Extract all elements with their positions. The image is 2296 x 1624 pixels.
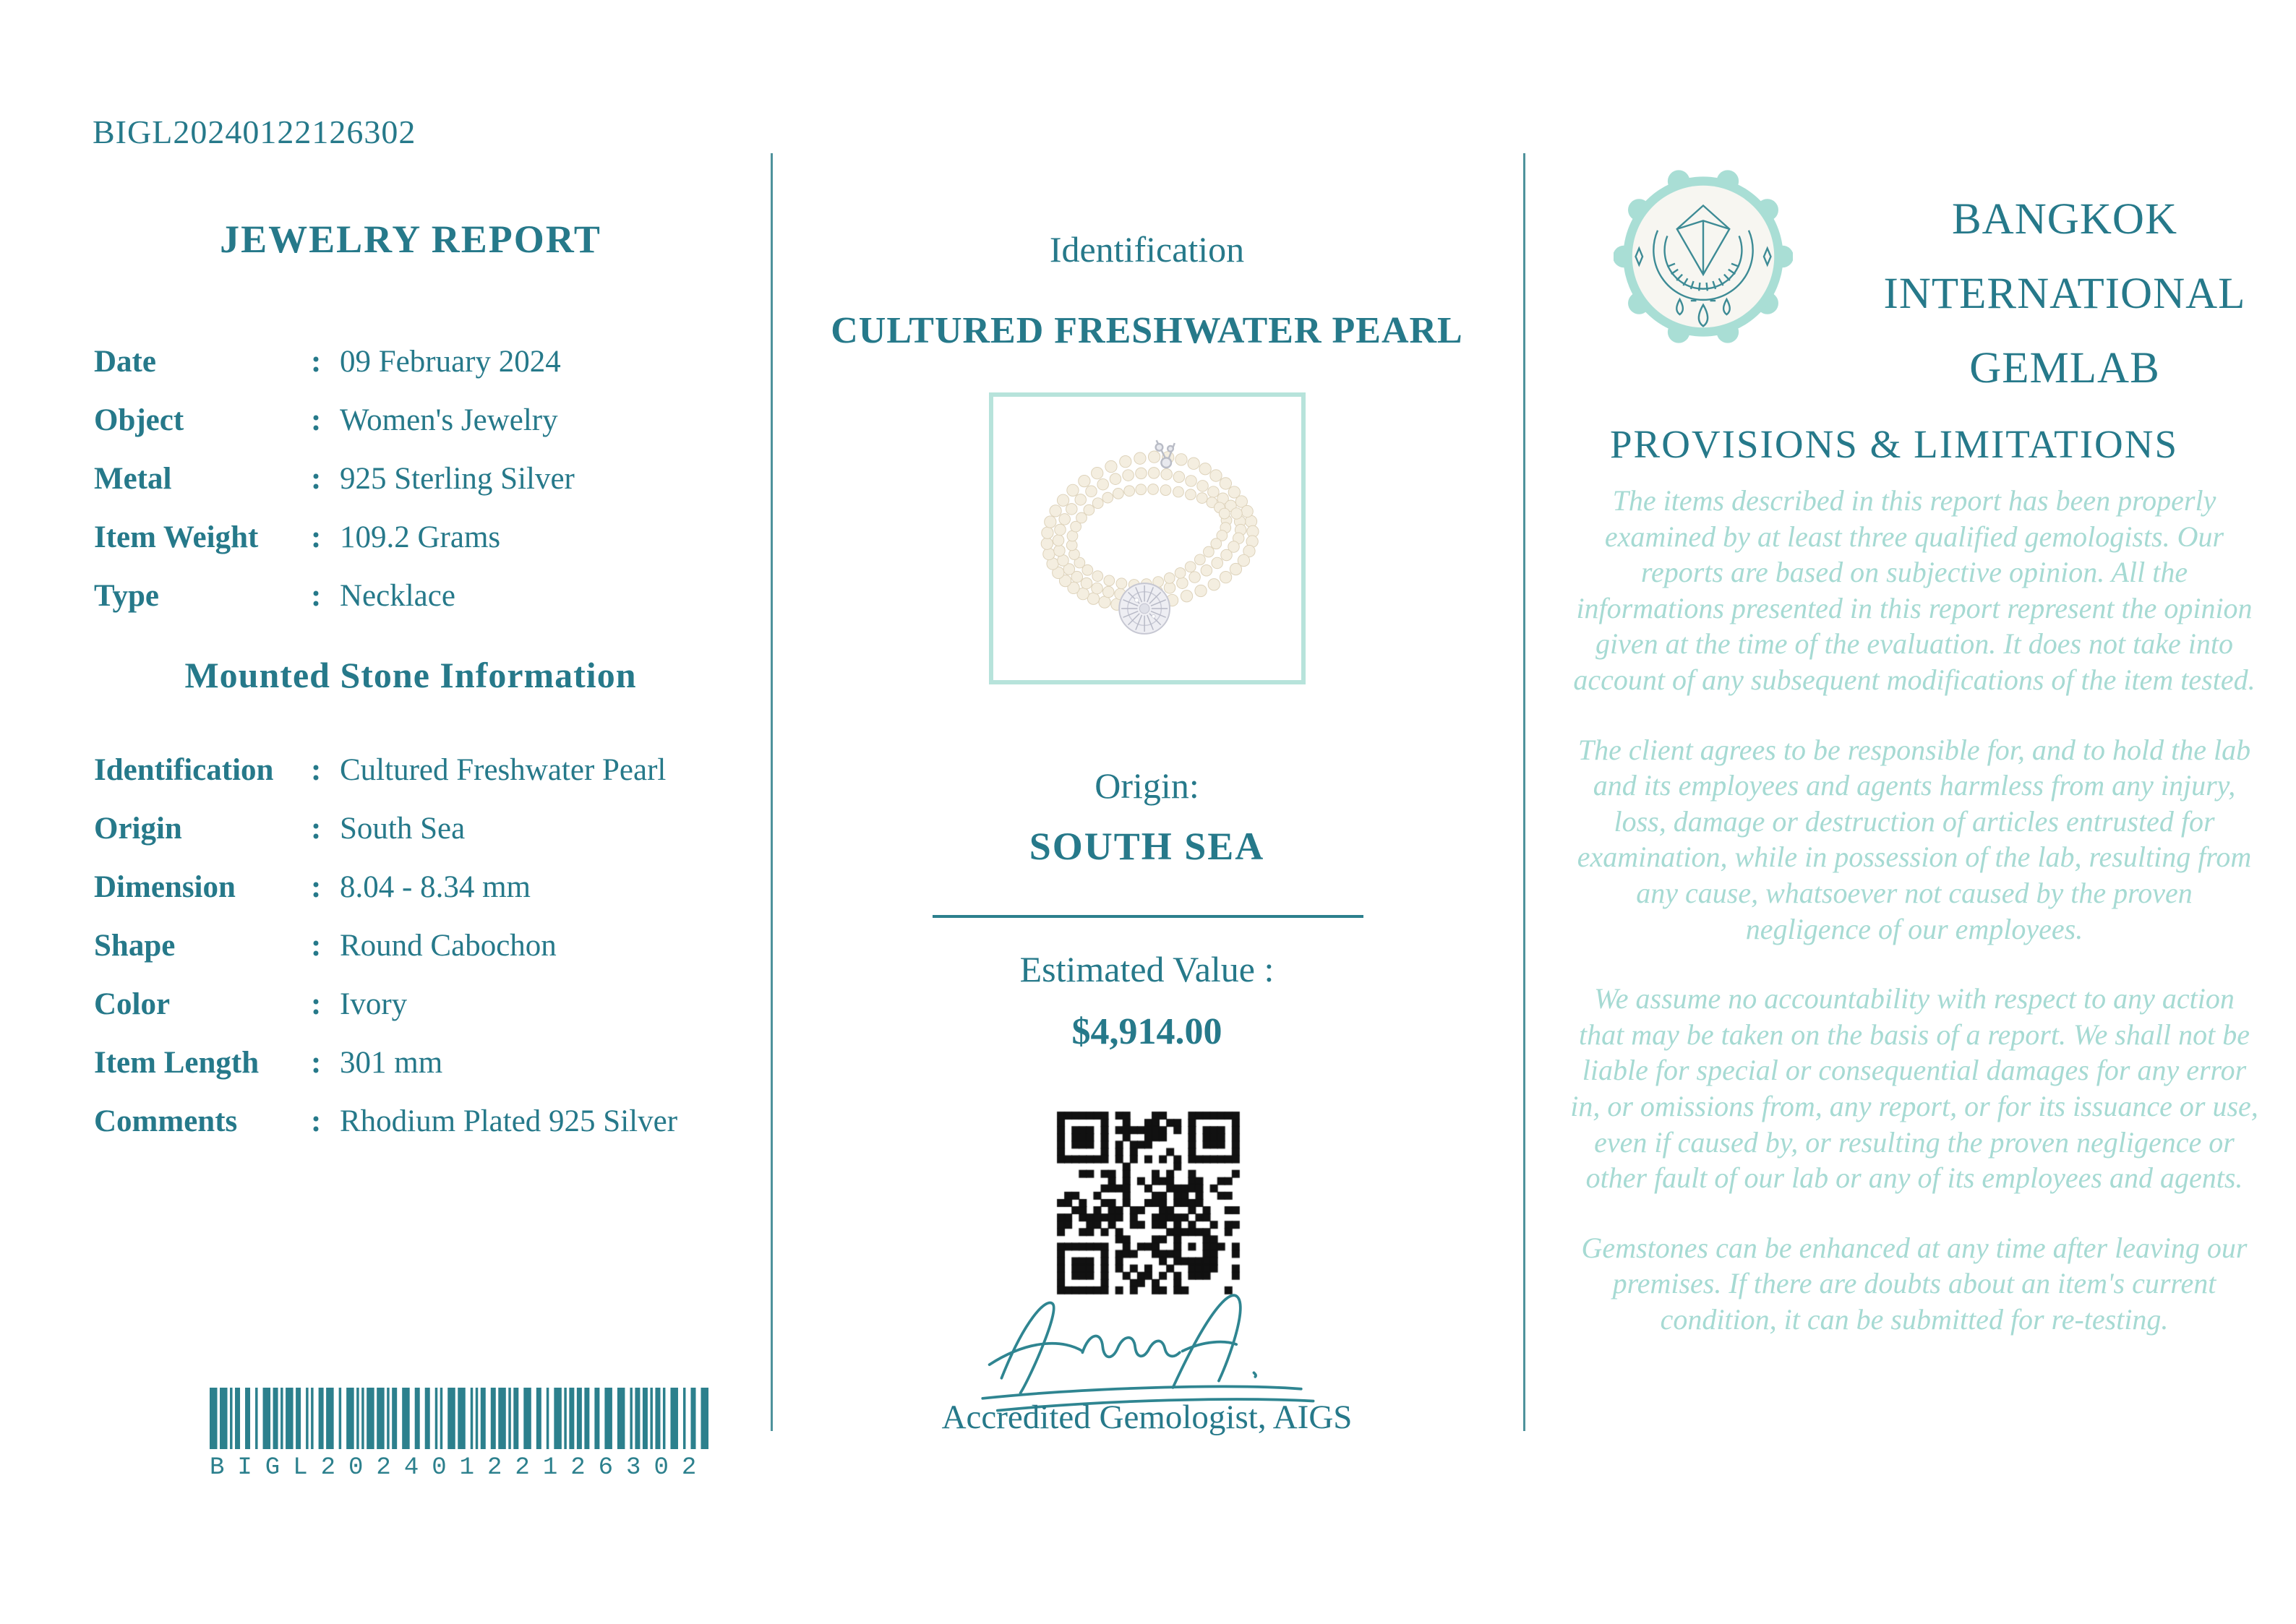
barcode-text: BIGL20240122126302 — [210, 1454, 710, 1482]
provision-paragraph: Gemstones can be enhanced at any time after leaving our premises. If there are doubts about an item's current condition, it can be submitted for re-testing. — [1581, 1231, 2248, 1336]
pearl-necklace-illustration — [993, 397, 1301, 680]
detail-label: Date — [94, 345, 156, 379]
detail-value: 109.2 Grams — [340, 520, 501, 554]
qr-code — [1050, 1104, 1246, 1301]
detail-row — [94, 332, 745, 391]
identification-result: CULTURED FRESHWATER PEARL — [831, 310, 1463, 351]
detail-label: Origin — [94, 812, 182, 846]
detail-separator: : — [311, 579, 322, 613]
detail-label: Metal — [94, 462, 172, 496]
detail-separator: : — [311, 345, 322, 379]
detail-value: 8.04 - 8.34 mm — [340, 870, 531, 904]
lab-name-line-2: INTERNATIONAL — [1883, 270, 2246, 318]
barcode — [210, 1388, 708, 1482]
detail-value: 301 mm — [340, 1046, 443, 1080]
detail-value: Round Cabochon — [340, 929, 557, 963]
detail-separator: : — [311, 1046, 322, 1080]
detail-label: Object — [94, 403, 184, 437]
detail-value: Rhodium Plated 925 Silver — [340, 1104, 678, 1138]
provision-paragraph: We assume no accountability with respect to any action that may be taken on the basis of a report. We shall not be liable for special or consequential damages for any error in, or omissions from, any report, or for its issuance or use, even if caused by, or resulting the proven negligence or other fault of our lab or any of its employees and agents. — [1570, 982, 2258, 1195]
detail-label: Comments — [94, 1104, 238, 1138]
lab-name-line-1: BANGKOK — [1952, 195, 2177, 244]
mounted-stone-heading: Mounted Stone Information — [184, 655, 637, 695]
detail-row — [94, 975, 745, 1034]
provision-paragraph: The client agrees to be responsible for, and to hold the lab and its employees and agents harmless from any injury, loss, damage or destruction of articles entrusted for examination, while in possession of the lab, resulting from any cause, whatsoever not caused by the proven negligence of our employees. — [1577, 733, 2252, 945]
detail-label: Item Weight — [94, 520, 259, 554]
detail-label: Identification — [94, 753, 274, 787]
estimated-value-label: Estimated Value : — [1019, 949, 1275, 989]
detail-label: Shape — [94, 929, 176, 963]
detail-label: Dimension — [94, 870, 236, 904]
detail-separator: : — [311, 929, 322, 963]
diamond-pendant-icon — [1119, 583, 1170, 634]
detail-value: 09 February 2024 — [340, 345, 561, 379]
provisions-heading: PROVISIONS & LIMITATIONS — [1609, 422, 2179, 466]
detail-value: 925 Sterling Silver — [340, 462, 575, 496]
detail-row — [94, 508, 745, 567]
jewelry-photo — [989, 392, 1306, 684]
detail-row — [94, 450, 745, 508]
detail-label: Color — [94, 987, 171, 1021]
provisions-text — [1570, 483, 2258, 1371]
report-number: BIGL20240122126302 — [93, 113, 416, 150]
origin-label: Origin: — [1095, 765, 1199, 806]
detail-separator: : — [311, 520, 322, 554]
detail-separator: : — [311, 1104, 322, 1138]
detail-separator: : — [311, 870, 322, 904]
detail-separator: : — [311, 812, 322, 846]
detail-value: Ivory — [340, 987, 408, 1021]
detail-row — [94, 741, 745, 799]
identification-heading: Identification — [1049, 229, 1245, 270]
lab-name-line-3: GEMLAB — [1969, 344, 2160, 392]
detail-value: South Sea — [340, 812, 466, 846]
detail-row — [94, 799, 745, 858]
lab-logo-icon — [1614, 166, 1793, 347]
detail-separator: : — [311, 987, 322, 1021]
detail-label: Type — [94, 579, 159, 613]
column-divider-right — [1523, 153, 1525, 1431]
signatory-title: Accredited Gemologist, AIGS — [941, 1399, 1353, 1436]
detail-value: Women's Jewelry — [340, 403, 558, 437]
lab-name — [1880, 182, 2250, 405]
detail-separator: : — [311, 753, 322, 787]
detail-value: Cultured Freshwater Pearl — [340, 753, 667, 787]
barcode-bars — [210, 1388, 708, 1453]
origin-value: SOUTH SEA — [1029, 825, 1265, 868]
provision-paragraph: The items described in this report has been properly examined by at least three qualified gemologists. Our reports are based on subjective opinion. All the informations presented in this report represent the opinion given at the time of the evaluation. It does not take into account of any subsequent modifications of the item tested. — [1573, 484, 2256, 696]
detail-row — [94, 1092, 745, 1151]
detail-row — [94, 391, 745, 450]
detail-row — [94, 858, 745, 916]
detail-separator: : — [311, 462, 322, 496]
value-divider — [933, 915, 1363, 918]
gemologist-signature — [945, 1278, 1350, 1414]
stone-details-table — [94, 741, 745, 1151]
detail-row — [94, 1034, 745, 1092]
report-title: JEWELRY REPORT — [220, 218, 601, 261]
estimated-value: $4,914.00 — [1071, 1011, 1222, 1052]
detail-value: Necklace — [340, 579, 455, 613]
detail-row — [94, 567, 745, 625]
detail-label: Item Length — [94, 1046, 260, 1080]
detail-separator: : — [311, 403, 322, 437]
detail-row — [94, 916, 745, 975]
jewelry-details-table — [94, 332, 745, 625]
